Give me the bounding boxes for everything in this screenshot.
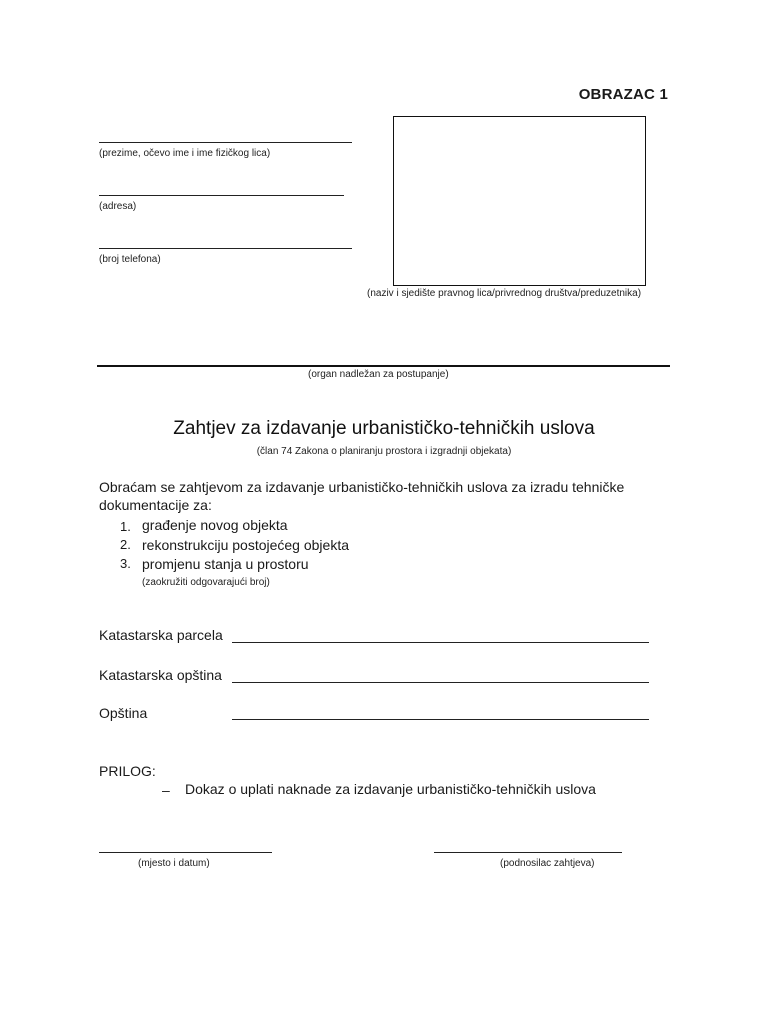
parcel-field[interactable] — [232, 642, 649, 643]
page-title: Zahtjev za izdavanje urbanističko-tehničkih uslova — [173, 418, 595, 439]
phone-line[interactable] — [99, 248, 352, 249]
page-subtitle: (član 74 Zakona o planiranju prostora i izgradnji objekata) — [256, 446, 512, 457]
legal-entity-caption: (naziv i sjedište pravnog lica/privrednog društva/preduzetnika) — [367, 288, 642, 299]
name-line[interactable] — [99, 142, 352, 143]
attachment-label: PRILOG: — [99, 763, 156, 779]
intro-text-end: dokumentacije za: — [99, 497, 212, 513]
attachment-dash: – — [162, 782, 170, 798]
address-caption: (adresa) — [99, 201, 137, 212]
option-number[interactable]: 2. — [120, 537, 131, 552]
applicant-signature-caption: (podnosilac zahtjeva) — [500, 858, 595, 869]
options-note: (zaokružiti odgovarajući broj) — [142, 577, 270, 588]
municipality-field[interactable] — [232, 719, 649, 720]
option-item: građenje novog objekta — [142, 517, 288, 533]
option-number[interactable]: 3. — [120, 556, 131, 571]
option-number[interactable]: 1. — [120, 519, 131, 534]
legal-entity-box[interactable] — [393, 116, 646, 286]
cadastral-municipality-label: Katastarska opština — [99, 667, 222, 683]
option-item: rekonstrukciju postojećeg objekta — [142, 537, 350, 553]
place-date-line[interactable] — [99, 852, 272, 853]
phone-caption: (broj telefona) — [99, 254, 161, 265]
form-code: OBRAZAC 1 — [578, 86, 668, 103]
authority-caption: (organ nadležan za postupanje) — [308, 369, 449, 380]
authority-line[interactable] — [97, 365, 670, 367]
intro-text: Obraćam se zahtjevom za izdavanje urbanističko-tehničkih uslova za izradu tehničke — [99, 479, 625, 495]
address-line[interactable] — [99, 195, 344, 196]
municipality-label: Opština — [99, 705, 148, 721]
name-caption: (prezime, očevo ime i ime fizičkog lica) — [99, 148, 271, 159]
applicant-signature-line[interactable] — [434, 852, 622, 853]
option-item: promjenu stanja u prostoru — [142, 556, 309, 572]
place-date-caption: (mjesto i datum) — [138, 858, 210, 869]
parcel-label: Katastarska parcela — [99, 627, 223, 643]
attachment-item: Dokaz o uplati naknade za izdavanje urbanističko-tehničkih uslova — [185, 781, 596, 797]
cadastral-municipality-field[interactable] — [232, 682, 649, 683]
